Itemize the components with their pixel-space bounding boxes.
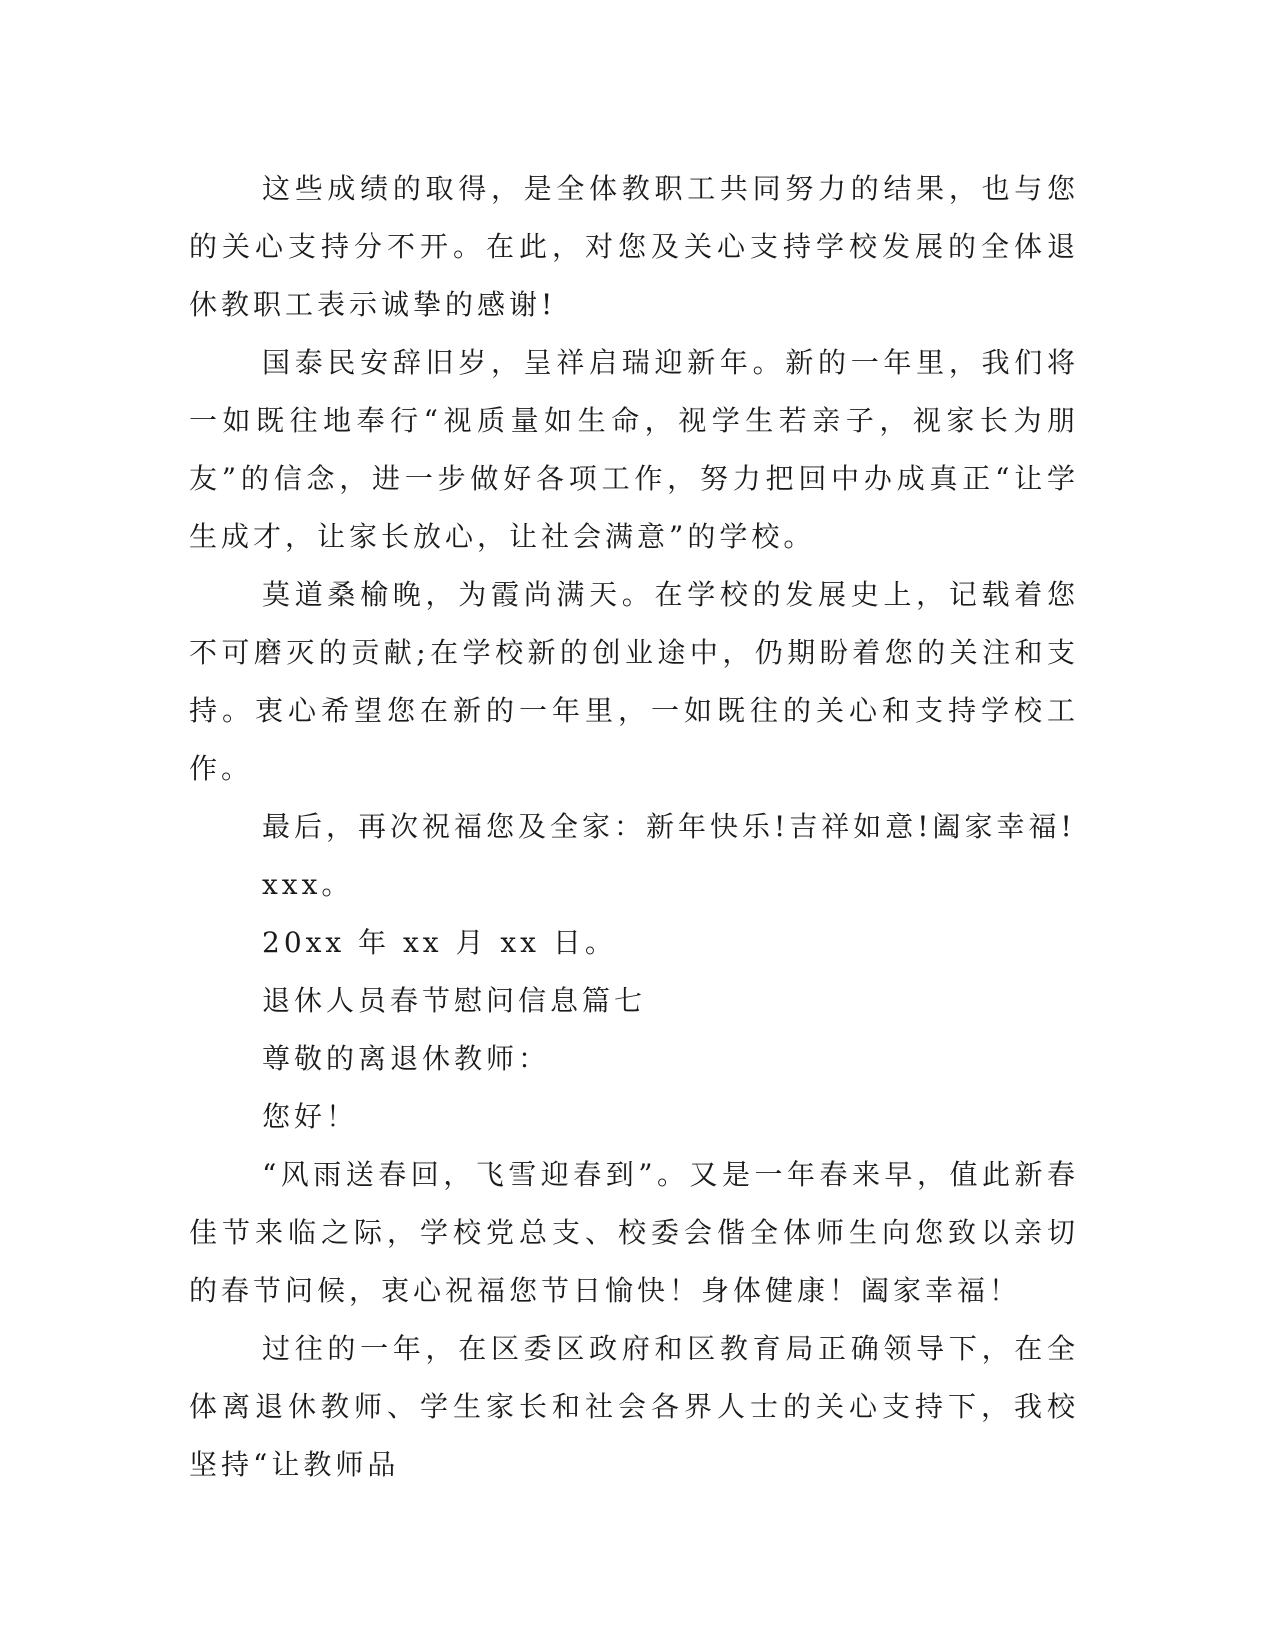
section-title: 退休人员春节慰问信息篇七 [262, 984, 647, 1017]
document-body [189, 160, 1079, 1494]
paragraph-new-year-plan: 国泰民安辞旧岁，呈祥启瑞迎新年。新的一年里，我们将一如既往地奉行“视质量如生命，视学生若亲子，视家长为朋友”的信念，进一步做好各项工作，努力把回中办成真正“让学生成才，让家长放心，让社会满意”的学校。 [189, 346, 1079, 553]
paragraph-past-year: 过往的一年，在区委区政府和区教育局正确领导下，在全体离退休教师、学生家长和社会各界人士的关心支持下，我校坚持“让教师品 [189, 1332, 1079, 1481]
paragraph-spring-greeting: “风雨送春回，飞雪迎春到”。又是一年春来早，值此新春佳节来临之际，学校党总支、校委会偕全体师生向您致以亲切的春节问候，衷心祝福您节日愉快！身体健康！阖家幸福！ [189, 1158, 1079, 1307]
salutation: 尊敬的离退休教师： [262, 1042, 551, 1075]
paragraph-contribution: 莫道桑榆晚，为霞尚满天。在学校的发展史上，记载着您不可磨灭的贡献;在学校新的创业途中，仍期盼着您的关注和支持。衷心希望您在新的一年里，一如既往的关心和支持学校工作。 [189, 578, 1079, 785]
greeting: 您好！ [262, 1100, 359, 1133]
signature: xxx。 [262, 868, 354, 901]
paragraph-thanks: 这些成绩的取得，是全体教职工共同努力的结果，也与您的关心支持分不开。在此，对您及关心支持学校发展的全体退休教职工表示诚挚的感谢! [189, 172, 1079, 321]
date: 20xx 年 xx 月 xx 日。 [262, 926, 617, 959]
closing-wishes: 最后，再次祝福您及全家：新年快乐!吉祥如意!阖家幸福! [262, 810, 1076, 843]
